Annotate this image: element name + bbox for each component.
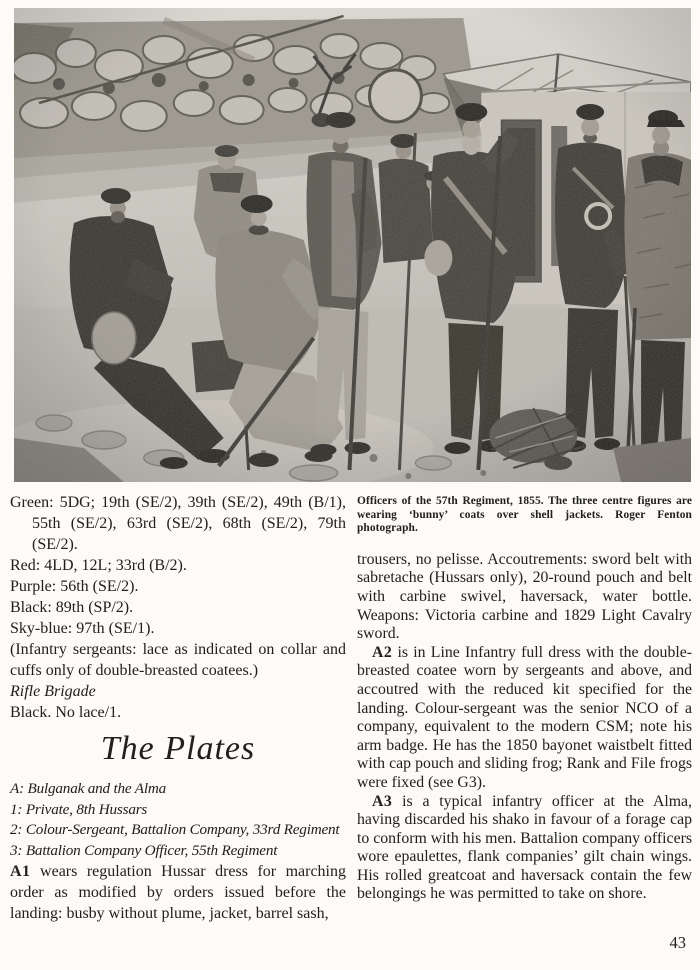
- paragraph-a1: [10, 861, 346, 924]
- right-column: [357, 495, 692, 904]
- plates-heading: The Plates: [100, 730, 256, 767]
- paragraph-a3-text: is a typical infantry officer at the Alma, having discarded his shako in favour of a forage cap to conform with his men. Battalion company officers wore epaulettes, flank companies’ gilt chain wings. His rolled greatcoat and haversack contain the few belongings he was permitted to take on shore.: [357, 792, 692, 903]
- photo-caption: Officers of the 57th Regiment, 1855. The three centre figures are wearing ‘bunny’ coats over shell jackets. Roger Fenton photograph.: [357, 495, 692, 535]
- paragraph-a1-text: wears regulation Hussar dress for marching order as modified by orders issued before the landing: busby without plume, jacket, barrel sash,: [10, 863, 346, 922]
- plate-line-a: A: Bulganak and the Alma: [10, 780, 167, 797]
- rifle-brigade-label: Rifle Brigade: [10, 683, 96, 700]
- paragraph-a2-text: is in Line Infantry full dress with the double-breasted coatee worn by sergeants and above, and accoutred with the reduced kit specified for the landing. Colour-sergeant was the senior NCO of a company, equivalent to the modern CSM; note his arm badge. He has the 1850 bayonet waistbelt fitted with cap pouch and sliding frog; Rank and File frogs were fixed (see G3).: [357, 643, 692, 791]
- paragraph-a1-lead: A1: [10, 863, 31, 880]
- paragraph-a3-lead: A3: [372, 792, 393, 810]
- plate-line-3: 3: Battalion Company Officer, 55th Regiment: [10, 841, 278, 859]
- lace-entry-purple: Purple: 56th (SE/2).: [10, 578, 139, 595]
- photograph-illustration: [14, 8, 691, 482]
- infantry-sergeants-note: (Infantry sergeants: lace as indicated on collar and cuffs only of double-breasted coatees.): [10, 641, 346, 679]
- left-column: [10, 492, 346, 924]
- lace-entry-red: Red: 4LD, 12L; 33rd (B/2).: [10, 557, 187, 574]
- paragraph-a2-lead: A2: [372, 643, 393, 661]
- fenton-photograph: [14, 8, 691, 482]
- plate-line-1: 1: Private, 8th Hussars: [10, 800, 148, 818]
- page-number: 43: [669, 933, 686, 952]
- photo-grain: [14, 8, 691, 482]
- lace-entry-skyblue: Sky-blue: 97th (SE/1).: [10, 620, 155, 637]
- paragraph-a3: [357, 793, 692, 905]
- lace-entry-black: Black: 89th (SP/2).: [10, 599, 134, 616]
- rifle-brigade-entry: Black. No lace/1.: [10, 704, 122, 721]
- paragraph-a2: [357, 644, 692, 793]
- plate-line-2: 2: Colour-Sergeant, Battalion Company, 33rd Regiment: [10, 821, 340, 838]
- lace-entry-green: Green: 5DG; 19th (SE/2), 39th (SE/2), 49th (B/1), 55th (SE/2), 63rd (SE/2), 68th (SE/2), 79th (SE/2).: [10, 494, 346, 553]
- paragraph-a1-continuation: trousers, no pelisse. Accoutrements: sword belt with sabretache (Hussars only), 20-round pouch and belt with carbine swivel, haversack, water bottle. Weapons: Victoria carbine and 1829 Light Cavalry sword.: [357, 550, 692, 643]
